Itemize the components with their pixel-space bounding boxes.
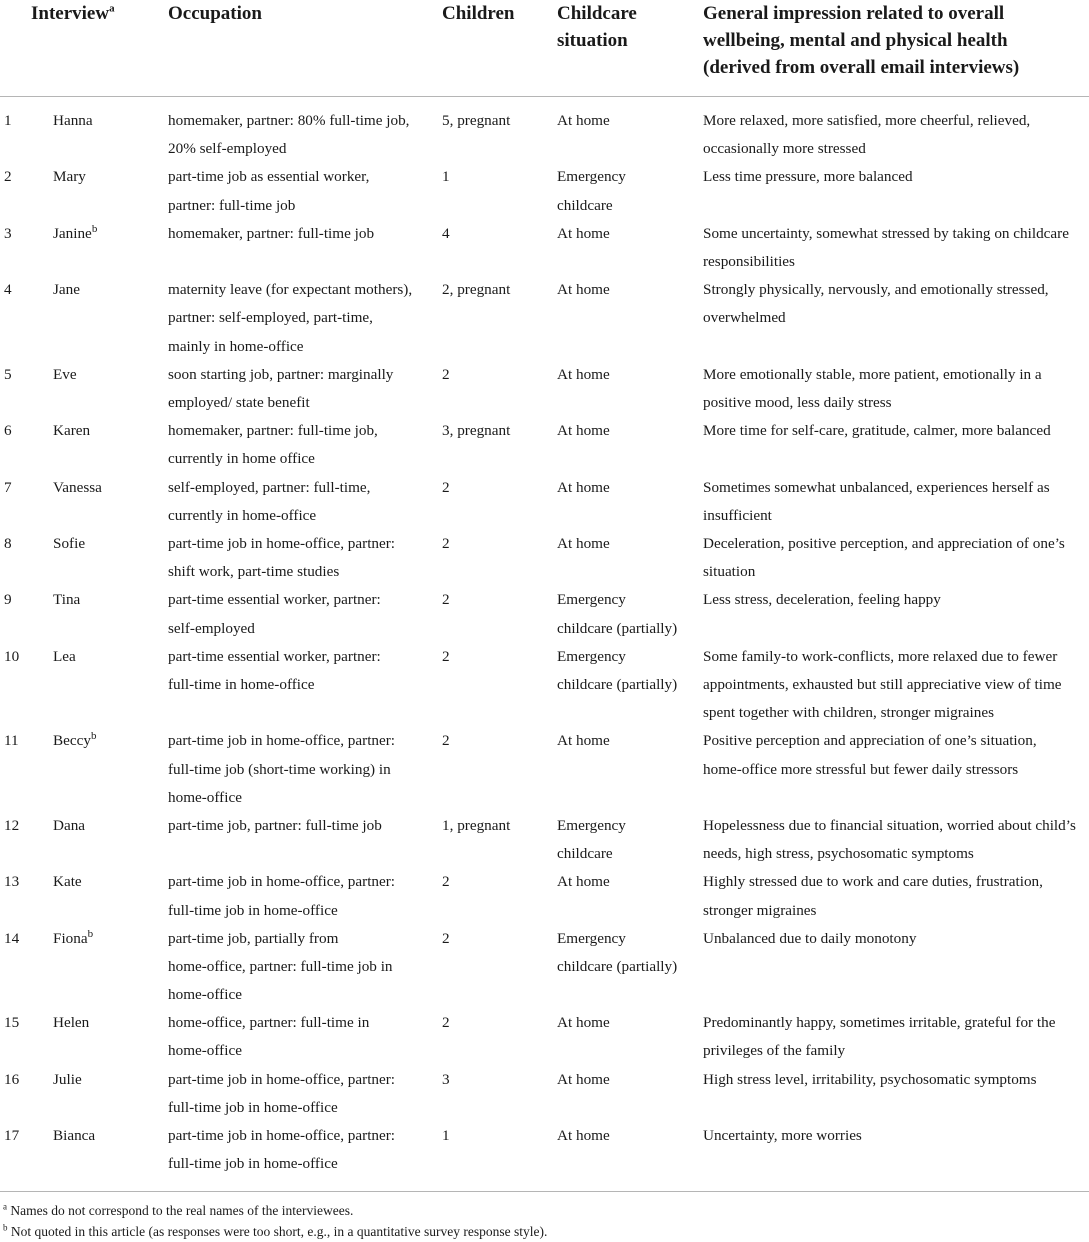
children-cell: 1, pregnant xyxy=(442,816,511,834)
header-impression-line: (derived from overall email interviews) xyxy=(703,57,1020,78)
table-row xyxy=(0,586,1089,642)
table-row xyxy=(0,474,1089,530)
interview-number: 15 xyxy=(4,1014,20,1032)
occupation-cell-line: self-employed, partner: full-time, xyxy=(168,478,371,496)
interviewee-name: Bianca xyxy=(53,1127,96,1145)
childcare-cell xyxy=(557,643,677,699)
table-footnotes xyxy=(0,1191,1089,1242)
impression-cell xyxy=(703,812,1076,868)
impression-cell-line: spent together with children, stronger migraines xyxy=(703,704,995,722)
interviewee-name: Kate xyxy=(53,873,82,891)
occupation-cell-line: full-time job (short-time working) in xyxy=(168,760,391,778)
children-cell: 2 xyxy=(442,591,450,609)
interview-number: 9 xyxy=(4,591,12,609)
occupation-cell xyxy=(168,163,369,219)
childcare-cell-line: Emergency xyxy=(557,168,626,186)
impression-cell xyxy=(703,474,1050,530)
header-childcare-line: Childcare xyxy=(557,3,637,24)
childcare-cell xyxy=(557,868,610,896)
childcare-cell xyxy=(557,1066,610,1094)
children-cell: 3, pregnant xyxy=(442,422,511,440)
childcare-cell xyxy=(557,812,626,868)
children-cell: 1 xyxy=(442,168,450,186)
impression-cell-line: insufficient xyxy=(703,506,772,524)
header-occupation: Occupation xyxy=(168,3,262,24)
footnote-b: $^b$ Not quoted in this article (as responses were too short, e.g., in a quantitative survey response style). xyxy=(3,1222,548,1239)
table-row xyxy=(0,925,1089,1010)
table-body xyxy=(0,97,1089,1178)
occupation-cell-line: home-office xyxy=(168,1042,242,1060)
impression-cell xyxy=(703,220,1069,276)
interview-number: 14 xyxy=(4,929,20,947)
occupation-cell xyxy=(168,586,381,642)
table-row xyxy=(0,1066,1089,1122)
occupation-cell xyxy=(168,1066,395,1122)
interviewee-name: Eve xyxy=(53,365,77,383)
interviewee-name: Beccy$^b$ xyxy=(53,730,97,750)
occupation-cell-line: part-time job, partner: full-time job xyxy=(168,816,382,834)
occupation-cell xyxy=(168,812,382,840)
children-cell: 2, pregnant xyxy=(442,281,511,299)
occupation-cell-line: part-time essential worker, partner: xyxy=(168,591,381,609)
occupation-cell-line: part-time job in home-office, partner: xyxy=(168,1070,396,1088)
interviewee-name: Vanessa xyxy=(53,478,102,496)
table-row xyxy=(0,97,1089,163)
occupation-cell xyxy=(168,1009,369,1065)
childcare-cell-line: childcare (partially) xyxy=(557,619,678,637)
table-header xyxy=(0,0,1089,97)
occupation-cell xyxy=(168,220,374,248)
footnote-mark: b xyxy=(90,730,97,743)
impression-cell xyxy=(703,361,1042,417)
interview-number: 8 xyxy=(4,534,12,552)
occupation-cell-line: homemaker, partner: 80% full-time job, xyxy=(168,112,410,129)
children-cell: 2 xyxy=(442,365,450,383)
interviewee-name: Karen xyxy=(53,422,91,440)
childcare-cell xyxy=(557,220,610,248)
children-cell: 2 xyxy=(442,534,450,552)
occupation-cell xyxy=(168,361,393,417)
occupation-cell xyxy=(168,107,409,163)
table-row xyxy=(0,417,1089,473)
impression-cell-line: Some family-to work-conflicts, more relaxed due to fewer xyxy=(703,647,1058,665)
childcare-cell-line: At home xyxy=(557,281,610,299)
table-row xyxy=(0,727,1089,812)
childcare-cell xyxy=(557,417,610,445)
interview-number: 16 xyxy=(4,1070,20,1088)
impression-cell-line: Less stress, deceleration, feeling happy xyxy=(703,591,941,609)
impression-cell-line: positive mood, less daily stress xyxy=(703,393,892,411)
impression-cell-line: occasionally more stressed xyxy=(703,140,866,158)
impression-cell-line: More emotionally stable, more patient, emotionally in a xyxy=(703,365,1042,383)
header-impression-line: General impression related to overall xyxy=(703,3,1005,24)
occupation-cell-line: home-office, partner: full-time job in xyxy=(168,957,393,975)
interviewee-name: Tina xyxy=(53,591,81,609)
occupation-cell-line: part-time job in home-office, partner: xyxy=(168,534,396,552)
table-row xyxy=(0,1009,1089,1065)
impression-cell-line: stronger migraines xyxy=(703,901,817,919)
impression-cell-line: Uncertainty, more worries xyxy=(703,1127,862,1145)
children-cell: 2 xyxy=(442,647,450,665)
childcare-cell-line: childcare xyxy=(557,845,613,863)
children-cell: 2 xyxy=(442,873,450,891)
interview-number: 17 xyxy=(4,1127,20,1145)
childcare-cell-line: At home xyxy=(557,422,610,440)
impression-cell-line: Strongly physically, nervously, and emotionally stressed, xyxy=(703,281,1049,299)
impression-cell-line: appointments, exhausted but still appreciative view of time xyxy=(703,675,1062,693)
children-cell: 4 xyxy=(442,224,450,242)
childcare-cell-line: At home xyxy=(557,1070,610,1088)
occupation-cell-line: partner: self-employed, part-time, xyxy=(168,309,373,327)
impression-cell-line: Highly stressed due to work and care duties, frustration, xyxy=(703,873,1043,891)
table-row xyxy=(0,220,1089,276)
impression-cell-line: situation xyxy=(703,563,756,581)
interview-number: 7 xyxy=(4,478,12,496)
childcare-cell-line: childcare (partially) xyxy=(557,675,678,693)
impression-cell xyxy=(703,417,1051,445)
occupation-cell xyxy=(168,417,378,473)
occupation-cell-line: part-time job in home-office, partner: xyxy=(168,732,396,750)
table-row xyxy=(0,643,1089,728)
children-cell: 2 xyxy=(442,732,450,750)
children-cell: 1 xyxy=(442,1127,450,1145)
footnote-mark: b xyxy=(3,1222,8,1233)
occupation-cell-line: part-time job in home-office, partner: xyxy=(168,873,396,891)
impression-cell xyxy=(703,163,913,191)
impression-cell-line: overwhelmed xyxy=(703,309,786,327)
occupation-cell-line: part-time essential worker, partner: xyxy=(168,647,381,665)
interview-number: 11 xyxy=(4,732,19,750)
impression-cell-line: Deceleration, positive perception, and appreciation of one’s xyxy=(703,534,1065,552)
header-interview: Interview$^a$ xyxy=(31,2,115,24)
interviewee-name: Lea xyxy=(53,647,76,665)
impression-cell xyxy=(703,643,1062,728)
interview-number: 12 xyxy=(4,816,20,834)
interview-number: 1 xyxy=(4,112,12,129)
impression-cell-line: Hopelessness due to financial situation, worried about child’s xyxy=(703,816,1076,834)
childcare-cell-line: Emergency xyxy=(557,591,626,609)
childcare-cell-line: At home xyxy=(557,224,610,242)
occupation-cell-line: part-time job as essential worker, xyxy=(168,168,370,186)
interviewee-name: Dana xyxy=(53,816,86,834)
occupation-cell xyxy=(168,727,395,812)
interview-number: 2 xyxy=(4,168,12,186)
occupation-cell xyxy=(168,474,370,530)
header-impression-line: wellbeing, mental and physical health xyxy=(703,30,1008,51)
impression-cell-line: High stress level, irritability, psychosomatic symptoms xyxy=(703,1070,1037,1088)
occupation-cell xyxy=(168,643,381,699)
interview-number: 3 xyxy=(4,224,12,242)
impression-cell-line: Predominantly happy, sometimes irritable, grateful for the xyxy=(703,1014,1056,1032)
occupation-cell xyxy=(168,276,412,361)
occupation-cell-line: maternity leave (for expectant mothers), xyxy=(168,281,413,299)
interview-number: 5 xyxy=(4,365,12,383)
childcare-cell-line: At home xyxy=(557,365,610,383)
occupation-cell-line: full-time in home-office xyxy=(168,675,315,693)
children-cell: 3 xyxy=(442,1070,450,1088)
occupation-cell xyxy=(168,1122,395,1178)
footnote-mark: b xyxy=(91,222,98,235)
impression-cell-line: Sometimes somewhat unbalanced, experiences herself as xyxy=(703,478,1050,496)
impression-cell-line: Less time pressure, more balanced xyxy=(703,168,913,186)
occupation-cell xyxy=(168,868,395,924)
interview-number: 6 xyxy=(4,422,12,440)
table-row xyxy=(0,868,1089,924)
impression-cell-line: More time for self-care, gratitude, calmer, more balanced xyxy=(703,422,1051,440)
impression-cell xyxy=(703,586,941,614)
children-cell: 2 xyxy=(442,929,450,947)
childcare-cell-line: childcare (partially) xyxy=(557,957,678,975)
impression-cell xyxy=(703,1122,862,1150)
impression-cell xyxy=(703,107,1030,163)
occupation-cell-line: homemaker, partner: full-time job xyxy=(168,224,375,242)
childcare-cell xyxy=(557,276,610,304)
occupation-cell-line: part-time job in home-office, partner: xyxy=(168,1127,396,1145)
table-row xyxy=(0,812,1089,868)
footnote-a: $^a$ Names do not correspond to the real names of the interviewees. xyxy=(3,1201,354,1218)
children-cell: 2 xyxy=(442,1014,450,1032)
childcare-cell-line: At home xyxy=(557,1127,610,1145)
occupation-cell xyxy=(168,530,395,586)
table-row xyxy=(0,1122,1089,1178)
childcare-cell xyxy=(557,727,610,755)
interview-number: 13 xyxy=(4,873,20,891)
interview-number: 10 xyxy=(4,647,20,665)
occupation-cell-line: full-time job in home-office xyxy=(168,1098,338,1116)
impression-cell-line: Positive perception and appreciation of one’s situation, xyxy=(703,732,1037,750)
childcare-cell-line: Emergency xyxy=(557,816,626,834)
footnote-mark: b xyxy=(87,927,94,940)
childcare-cell xyxy=(557,925,677,981)
childcare-cell-line: Emergency xyxy=(557,929,626,947)
childcare-cell xyxy=(557,163,626,219)
footnote-mark: a xyxy=(3,1201,7,1212)
interviewee-name: Hanna xyxy=(53,112,93,129)
childcare-cell-line: childcare xyxy=(557,196,613,214)
impression-cell-line: privileges of the family xyxy=(703,1042,846,1060)
impression-cell-line: needs, high stress, psychosomatic symptoms xyxy=(703,845,974,863)
interviewee-name: Julie xyxy=(53,1070,82,1088)
childcare-cell xyxy=(557,107,610,135)
table-row xyxy=(0,361,1089,417)
occupation-cell-line: currently in home office xyxy=(168,450,315,468)
childcare-cell xyxy=(557,474,610,502)
childcare-cell-line: At home xyxy=(557,478,610,496)
impression-cell-line: responsibilities xyxy=(703,252,795,270)
children-cell: 5, pregnant xyxy=(442,112,511,129)
occupation-cell-line: homemaker, partner: full-time job, xyxy=(168,422,378,440)
occupation-cell-line: shift work, part-time studies xyxy=(168,563,340,581)
childcare-cell-line: At home xyxy=(557,732,610,750)
impression-cell xyxy=(703,1009,1055,1065)
interviewee-name: Jane xyxy=(53,281,80,299)
childcare-cell-line: At home xyxy=(557,534,610,552)
occupation-cell-line: self-employed xyxy=(168,619,255,637)
interviewee-name: Sofie xyxy=(53,534,86,552)
impression-cell xyxy=(703,1066,1037,1094)
occupation-cell-line: employed/ state benefit xyxy=(168,393,310,411)
header-children: Children xyxy=(442,3,515,24)
childcare-cell-line: At home xyxy=(557,112,610,129)
interviewee-name: Helen xyxy=(53,1014,90,1032)
occupation-cell-line: home-office xyxy=(168,788,242,806)
impression-cell xyxy=(703,727,1037,783)
interview-number: 4 xyxy=(4,281,12,299)
impression-cell xyxy=(703,868,1043,924)
occupation-cell-line: home-office, partner: full-time in xyxy=(168,1014,370,1032)
occupation-cell-line: full-time job in home-office xyxy=(168,901,338,919)
header-interview-footnote-mark: a xyxy=(109,2,115,15)
childcare-cell xyxy=(557,530,610,558)
table-row xyxy=(0,163,1089,219)
occupation-cell-line: 20% self-employed xyxy=(168,140,287,158)
occupation-cell-line: part-time job, partially from xyxy=(168,929,339,947)
impression-cell xyxy=(703,925,916,953)
occupation-cell-line: home-office xyxy=(168,986,242,1004)
interviewee-name: Fiona$^b$ xyxy=(53,927,94,947)
interviewee-name: Janine$^b$ xyxy=(53,222,98,242)
childcare-cell-line: At home xyxy=(557,1014,610,1032)
table-row xyxy=(0,530,1089,586)
childcare-cell xyxy=(557,586,677,642)
header-childcare xyxy=(557,0,637,54)
header-impression xyxy=(703,0,1019,81)
interviewee-name: Mary xyxy=(53,168,86,186)
childcare-cell xyxy=(557,361,610,389)
impression-cell-line: home-office more stressful but fewer daily stressors xyxy=(703,760,1019,778)
occupation-cell xyxy=(168,925,393,1010)
childcare-cell xyxy=(557,1009,610,1037)
header-childcare-line: situation xyxy=(557,30,628,51)
occupation-cell-line: full-time job in home-office xyxy=(168,1155,338,1173)
childcare-cell xyxy=(557,1122,610,1150)
occupation-cell-line: currently in home-office xyxy=(168,506,317,524)
occupation-cell-line: mainly in home-office xyxy=(168,337,304,355)
impression-cell-line: More relaxed, more satisfied, more cheerful, relieved, xyxy=(703,112,1031,129)
children-cell: 2 xyxy=(442,478,450,496)
occupation-cell-line: partner: full-time job xyxy=(168,196,296,214)
childcare-cell-line: Emergency xyxy=(557,647,626,665)
impression-cell xyxy=(703,276,1049,332)
impression-cell-line: Some uncertainty, somewhat stressed by taking on childcare xyxy=(703,224,1069,242)
impression-cell-line: Unbalanced due to daily monotony xyxy=(703,929,917,947)
table-row xyxy=(0,276,1089,361)
impression-cell xyxy=(703,530,1065,586)
childcare-cell-line: At home xyxy=(557,873,610,891)
occupation-cell-line: soon starting job, partner: marginally xyxy=(168,365,394,383)
